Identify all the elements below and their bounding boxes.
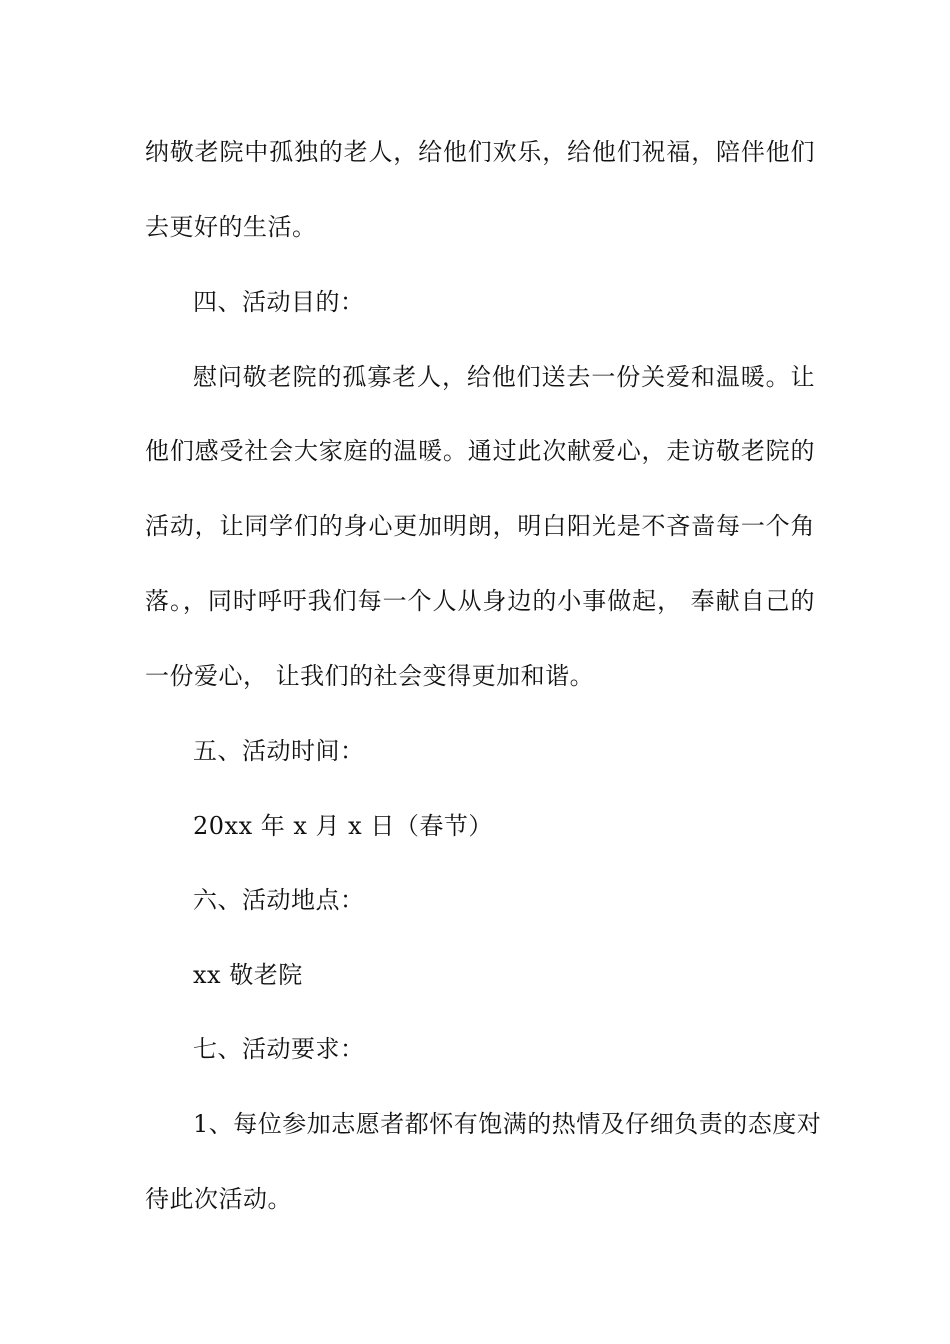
paragraph-line: 待此次活动。 (145, 1185, 292, 1213)
paragraph-line: 活动，让同学们的身心更加明朗，明白阳光是不吝啬每一个角 (145, 512, 815, 540)
section-heading-purpose: 四、活动目的： (193, 288, 365, 316)
section-heading-location: 六、活动地点： (193, 886, 365, 914)
paragraph-line: 纳敬老院中孤独的老人，给他们欢乐，给他们祝福，陪伴他们 (145, 138, 815, 166)
paragraph-line: 一份爱心， 让我们的社会变得更加和谐。 (145, 662, 595, 690)
activity-location: xx 敬老院 (193, 961, 303, 989)
section-heading-requirements: 七、活动要求： (193, 1035, 365, 1063)
paragraph-line: 他们感受社会大家庭的温暖。通过此次献爱心，走访敬老院的 (145, 437, 815, 465)
paragraph-line: 去更好的生活。 (145, 213, 317, 241)
paragraph-line: 落。，同时呼吁我们每一个人从身边的小事做起， 奉献自己的 (145, 587, 815, 615)
section-heading-time: 五、活动时间： (193, 737, 365, 765)
activity-date: 20xx 年 x 月 x 日（春节） (193, 812, 493, 840)
paragraph-line: 慰问敬老院的孤寡老人，给他们送去一份关爱和温暖。让 (193, 363, 815, 391)
requirement-item: 1、每位参加志愿者都怀有饱满的热情及仔细负责的态度对 (193, 1110, 822, 1138)
